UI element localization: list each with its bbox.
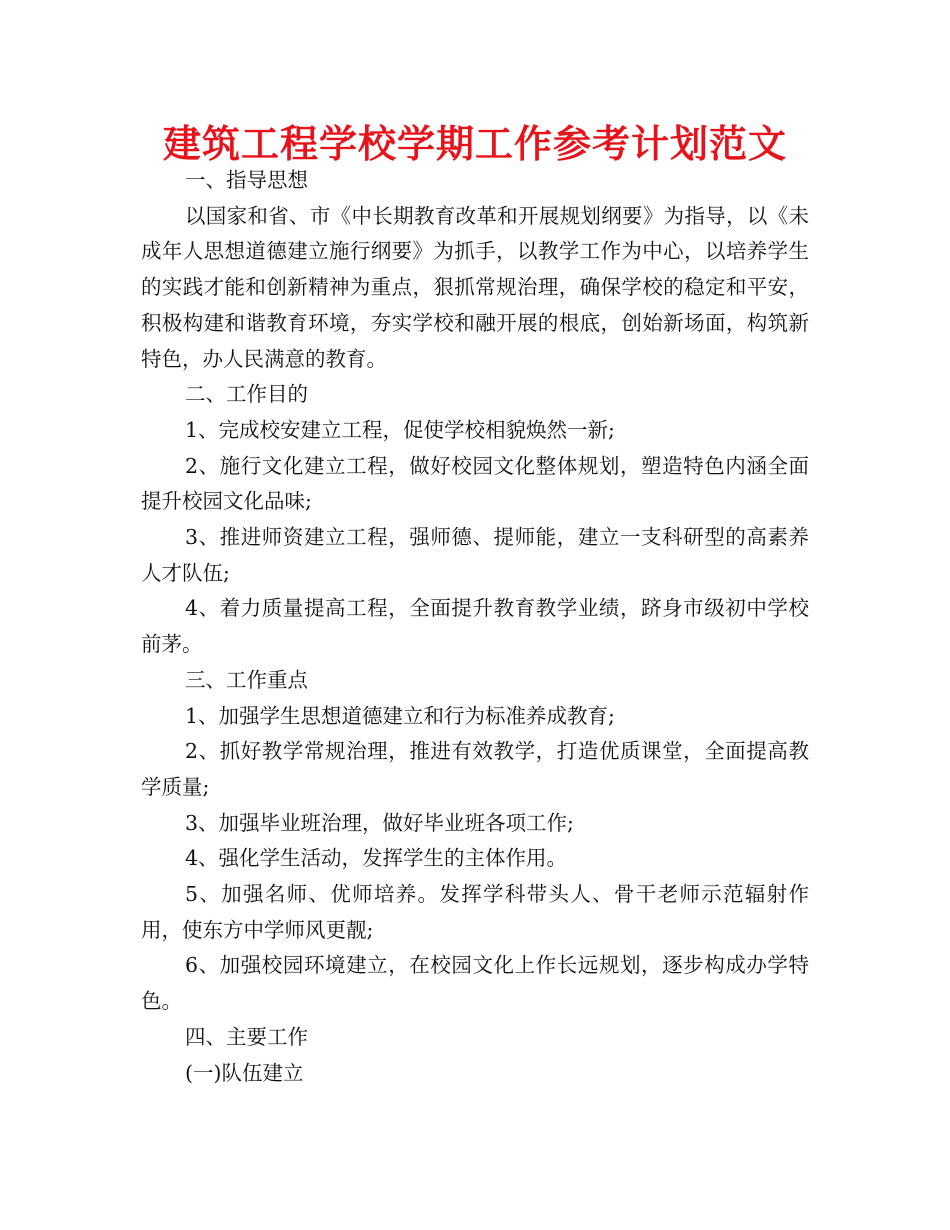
section-heading-work-goals: 二、工作目的 xyxy=(185,382,308,407)
subsection-heading-team-building: (一)队伍建立 xyxy=(185,1060,304,1085)
list-item-focus-1: 1、加强学生思想道德建立和行为标准养成教育; xyxy=(185,703,615,728)
list-item-focus-6: 6、加强校园环境建立，在校园文化上作长远规划，逐步构成办学特色。 xyxy=(141,953,809,1014)
section-heading-main-work: 四、主要工作 xyxy=(185,1024,308,1049)
list-item-goal-4: 4、着力质量提高工程，全面提升教育教学业绩，跻身市级初中学校前茅。 xyxy=(141,596,809,657)
list-item-goal-2: 2、施行文化建立工程，做好校园文化整体规划，塑造特色内涵全面提升校园文化品味; xyxy=(141,453,809,514)
document-title: 建筑工程学校学期工作参考计划范文 xyxy=(162,121,787,166)
list-item-focus-4: 4、强化学生活动，发挥学生的主体作用。 xyxy=(185,846,568,871)
section-heading-guiding-ideology: 一、指导思想 xyxy=(185,168,308,192)
section-heading-work-focus: 三、工作重点 xyxy=(185,667,308,692)
document-body xyxy=(141,163,809,1091)
list-item-focus-5: 5、加强名师、优师培养。发挥学科带头人、骨干老师示范辐射作用，使东方中学师风更靓; xyxy=(141,882,809,942)
list-item-focus-3: 3、加强毕业班治理，做好毕业班各项工作; xyxy=(185,810,574,835)
list-item-goal-1: 1、完成校安建立工程，促使学校相貌焕然一新; xyxy=(185,417,615,442)
list-item-focus-2: 2、抓好教学常规治理，推进有效教学，打造优质课堂，全面提高教学质量; xyxy=(141,739,809,799)
paragraph-guiding-ideology: 以国家和省、市《中长期教育改革和开展规划纲要》为指导，以《未成年人思想道德建立施行纲要》为抓手，以教学工作为中心，以培养学生的实践才能和创新精神为重点，狠抓常规治理，确保学校的稳定和平安，积极构建和谐教育环境，夯实学校和融开展的根底，创始新场面，构筑新特色，办人民满意的教育。 xyxy=(141,203,809,371)
list-item-goal-3: 3、推进师资建立工程，强师德、提师能，建立一支科研型的高素养人才队伍; xyxy=(141,525,809,585)
